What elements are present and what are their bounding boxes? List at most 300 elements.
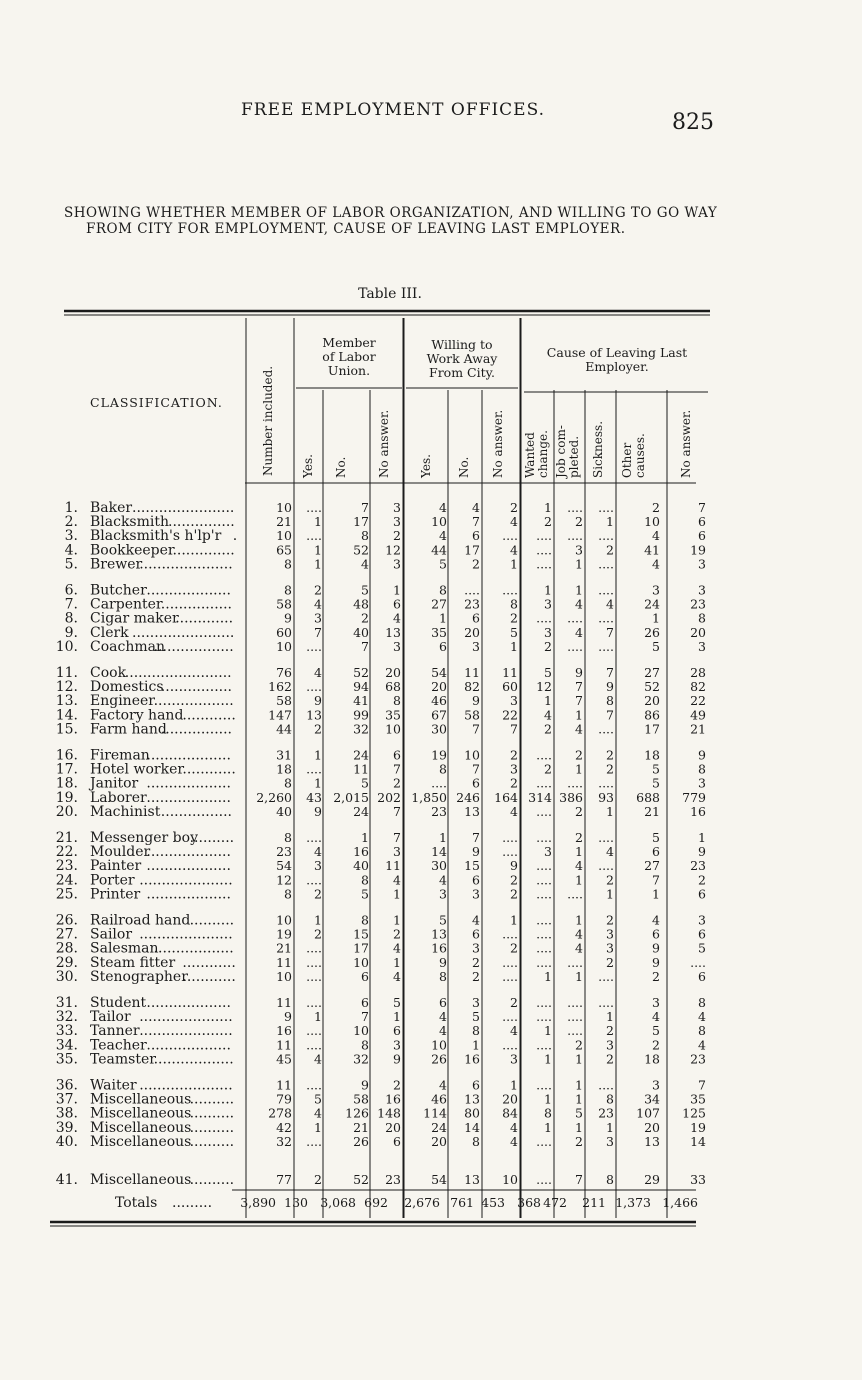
table-cell: 28: [690, 665, 706, 680]
table-cell: 3: [393, 514, 401, 530]
table-cell: 12: [385, 542, 401, 558]
table-cell: 19: [276, 926, 292, 942]
leader-dots: ...................: [146, 789, 231, 806]
row-classification: Tanner: [90, 1023, 140, 1040]
table-cell: 6: [652, 844, 660, 860]
table-cell: 1: [510, 638, 518, 654]
table-cell: 46: [431, 1091, 447, 1107]
table-cell: 14: [464, 1119, 480, 1135]
table-cell: 7: [575, 1172, 583, 1187]
table-cell: ....: [306, 940, 322, 956]
table-cell: 9: [698, 844, 706, 860]
table-cell: 8: [472, 1023, 480, 1039]
table-cell: 22: [690, 693, 706, 709]
leader-dots: .......................: [132, 624, 235, 641]
table-cell: 21: [276, 940, 292, 956]
table-cell: 2: [472, 556, 480, 572]
table-cell: 10: [464, 747, 480, 763]
table-cell: 8: [510, 596, 518, 612]
table-cell: ....: [306, 968, 322, 984]
table-cell: 1: [472, 1037, 480, 1053]
table-cell: 7: [393, 830, 401, 845]
table-cell: 58: [276, 693, 292, 709]
table-cell: 2: [575, 1037, 583, 1053]
table-cell: 2: [314, 886, 322, 902]
table-cell: 1: [544, 693, 552, 709]
table-cell: 9: [284, 1009, 292, 1025]
leader-dots: ................: [160, 803, 233, 820]
table-cell: ....: [536, 1009, 552, 1025]
table-cell: 1: [314, 514, 322, 530]
table-cell: 20: [385, 665, 401, 680]
table-cell: 8: [606, 1091, 614, 1107]
leader-dots: ...................: [146, 886, 231, 903]
table-cell: 35: [385, 707, 401, 723]
column-header: No answer.: [491, 409, 505, 478]
table-cell: 2: [606, 912, 614, 928]
totals-label: Totals: [115, 1195, 158, 1211]
table-cell: 58: [276, 596, 292, 612]
table-cell: 6: [698, 968, 706, 984]
table-cell: ....: [306, 872, 322, 888]
table-cell: 11: [353, 761, 369, 777]
table-cell: 6: [472, 528, 480, 544]
table-cell: 20: [431, 1133, 447, 1149]
table-cell: 8: [439, 761, 447, 777]
table-cell: 58: [464, 707, 480, 723]
table-cell: 13: [644, 1133, 660, 1149]
table-cell: ....: [536, 830, 552, 845]
table-cell: 2,260: [256, 789, 292, 805]
table-cell: ....: [536, 872, 552, 888]
table-cell: 24: [353, 747, 369, 763]
table-cell: 2: [393, 528, 401, 544]
table-cell: 3: [606, 1133, 614, 1149]
row-number: 5.: [64, 556, 78, 573]
table-cell: ....: [502, 954, 518, 970]
row-number: 30.: [55, 968, 78, 985]
row-number: 10.: [55, 638, 78, 655]
table-cell: 6: [698, 514, 706, 530]
table-cell: 4: [510, 542, 518, 558]
table-cell: 1: [606, 514, 614, 530]
table-cell: 1: [361, 830, 369, 845]
table-cell: 20: [644, 1119, 660, 1135]
table-cell: 13: [385, 624, 401, 640]
table-cell: 4: [575, 721, 583, 737]
table-cell: 15: [353, 926, 369, 942]
table-cell: 3: [544, 624, 552, 640]
table-cell: 4: [698, 1009, 706, 1025]
table-cell: 18: [644, 747, 660, 763]
table-cell: ....: [306, 761, 322, 777]
table-cell: 5: [652, 775, 660, 791]
table-cell: 11: [385, 858, 401, 874]
leader-dots: .....................: [139, 1023, 233, 1040]
row-number: 3.: [64, 528, 78, 545]
table-cell: 7: [314, 624, 322, 640]
table-cell: 1: [393, 1009, 401, 1025]
table-cell: 4: [510, 803, 518, 819]
table-cell: ....: [431, 775, 447, 791]
table-cell: 5: [439, 556, 447, 572]
table-cell: ....: [536, 528, 552, 544]
table-cell: 126: [345, 1105, 369, 1121]
column-header: No answer.: [679, 409, 693, 478]
table-cell: 4: [510, 1133, 518, 1149]
table-cell: 19: [690, 1119, 706, 1135]
table-cell: 4: [439, 1009, 447, 1025]
table-cell: ....: [502, 1037, 518, 1053]
table-cell: 10: [276, 638, 292, 654]
table-cell: 9: [510, 858, 518, 874]
table-cell: 8: [284, 886, 292, 902]
row-classification: Railroad hand: [90, 912, 191, 929]
table-cell: ....: [598, 500, 614, 515]
row-classification: Cook: [90, 665, 127, 681]
table-cell: ....: [567, 1023, 583, 1039]
table-cell: 13: [464, 1091, 480, 1107]
table-cell: 26: [644, 624, 660, 640]
table-cell: ....: [502, 582, 518, 598]
row-classification: Bookkeeper: [90, 542, 175, 559]
table-cell: 3: [606, 940, 614, 956]
table-cell: 20: [502, 1091, 518, 1107]
table-cell: 20: [464, 624, 480, 640]
row-classification: Carpenter: [90, 596, 163, 613]
table-cell: 48: [353, 596, 369, 612]
table-cell: 1: [393, 912, 401, 928]
table-cell: 58: [353, 1091, 369, 1107]
totals-cell: 130: [284, 1195, 308, 1210]
table-cell: ....: [567, 775, 583, 791]
table-cell: 3: [472, 940, 480, 956]
row-number: 39.: [55, 1119, 78, 1136]
table-cell: 4: [439, 1023, 447, 1039]
table-cell: 27: [644, 665, 660, 680]
table-cell: ....: [536, 954, 552, 970]
table-cell: 20: [690, 624, 706, 640]
table-cell: 32: [353, 1051, 369, 1067]
table-cell: 4: [575, 926, 583, 942]
table-cell: 2: [510, 940, 518, 956]
table-cell: 82: [464, 679, 480, 695]
table-cell: 16: [431, 940, 447, 956]
table-cell: 3: [544, 596, 552, 612]
table-cell: 2: [652, 968, 660, 984]
table-cell: 26: [431, 1051, 447, 1067]
table-cell: 2: [314, 926, 322, 942]
table-cell: 8: [698, 761, 706, 777]
table-cell: 1: [575, 556, 583, 572]
table-cell: 1: [575, 1091, 583, 1107]
table-cell: 54: [276, 858, 292, 874]
table-cell: 1: [510, 1077, 518, 1093]
table-cell: 4: [575, 624, 583, 640]
table-cell: 99: [353, 707, 369, 723]
row-number: 26.: [55, 912, 78, 929]
table-cell: 1: [393, 886, 401, 902]
table-cell: 4: [575, 596, 583, 612]
table-cell: 5: [393, 995, 401, 1010]
table-cell: 1: [606, 1009, 614, 1025]
table-cell: ....: [567, 1009, 583, 1025]
table-cell: 5: [575, 1105, 583, 1121]
table-cell: ....: [536, 747, 552, 763]
leader-dots: ..................: [153, 1051, 234, 1068]
table-cell: 2: [698, 872, 706, 888]
table-cell: 10: [276, 528, 292, 544]
row-classification: Teacher: [90, 1037, 147, 1054]
table-cell: 3: [698, 582, 706, 598]
table-cell: ....: [598, 721, 614, 737]
table-cell: 7: [472, 830, 480, 845]
table-cell: 1: [314, 556, 322, 572]
table-cell: 27: [644, 858, 660, 874]
table-cell: 21: [690, 721, 706, 737]
table-cell: 17: [644, 721, 660, 737]
row-classification: Miscellaneous: [90, 1119, 192, 1136]
table-cell: 7: [472, 514, 480, 530]
row-classification: Steam fitter: [90, 954, 176, 971]
table-cell: ....: [502, 968, 518, 984]
table-cell: 4: [510, 1023, 518, 1039]
row-classification: Cigar maker: [90, 610, 179, 627]
table-cell: 1: [544, 1051, 552, 1067]
table-cell: 2: [544, 761, 552, 777]
row-number: 4.: [64, 542, 78, 559]
table-cell: 20: [385, 1119, 401, 1135]
leader-dots: ............: [182, 968, 236, 985]
table-cell: 2: [606, 1051, 614, 1067]
row-number: 17.: [55, 761, 78, 778]
row-classification: Machinist: [90, 803, 161, 820]
table-cell: 9: [698, 747, 706, 763]
table-cell: 3: [652, 1077, 660, 1093]
table-cell: 94: [353, 679, 369, 695]
column-header: No.: [457, 456, 471, 478]
table-cell: 4: [314, 1051, 322, 1067]
table-cell: 5: [544, 665, 552, 680]
table-cell: 7: [575, 679, 583, 695]
table-cell: 23: [690, 858, 706, 874]
table-cell: 1: [314, 1119, 322, 1135]
table-cell: 14: [690, 1133, 706, 1149]
row-number: 36.: [55, 1077, 78, 1094]
table-cell: ....: [306, 995, 322, 1010]
row-classification: Stenographer: [90, 968, 188, 985]
table-cell: 4: [393, 610, 401, 626]
table-cell: 3: [510, 761, 518, 777]
table-cell: ....: [306, 679, 322, 695]
table-cell: ....: [502, 926, 518, 942]
table-cell: 44: [431, 542, 447, 558]
table-cell: 8: [439, 968, 447, 984]
table-cell: 6: [361, 995, 369, 1010]
table-cell: 3: [472, 638, 480, 654]
number-included-header: Number included.: [261, 365, 275, 476]
table-cell: 1,850: [411, 789, 447, 805]
union-group-header: of Labor: [322, 349, 376, 364]
table-cell: 3: [393, 1037, 401, 1053]
table-cell: 1: [544, 582, 552, 598]
column-header: Sickness.: [591, 420, 605, 478]
table-cell: 8: [393, 693, 401, 709]
table-cell: 11: [276, 954, 292, 970]
leader-dots: ..........: [189, 830, 235, 846]
table-cell: 8: [698, 1023, 706, 1039]
table-cell: 1: [393, 954, 401, 970]
table-cell: ....: [536, 610, 552, 626]
willing-group-header: Willing to: [431, 337, 493, 352]
table-cell: 3: [510, 1051, 518, 1067]
table-cell: 7: [393, 803, 401, 819]
table-cell: ....: [690, 954, 706, 970]
row-classification: Factory hand: [90, 707, 184, 724]
row-number: 7.: [64, 596, 78, 613]
table-cell: 3: [606, 1037, 614, 1053]
table-cell: ....: [306, 830, 322, 845]
table-cell: 13: [464, 1172, 480, 1187]
table-cell: 2: [606, 954, 614, 970]
table-cell: 65: [276, 542, 292, 558]
table-cell: 7: [652, 872, 660, 888]
table-cell: 1: [393, 582, 401, 598]
table-cell: 4: [314, 844, 322, 860]
table-cell: ....: [567, 638, 583, 654]
row-classification: Blacksmith: [90, 514, 170, 531]
row-number: 25.: [55, 886, 78, 903]
row-classification: Baker: [90, 500, 133, 516]
table-cell: 41: [353, 693, 369, 709]
table-cell: 11: [502, 665, 518, 680]
table-cell: 9: [472, 693, 480, 709]
table-cell: 40: [353, 624, 369, 640]
table-cell: 5: [361, 886, 369, 902]
leader-dots: ..........: [189, 1119, 235, 1136]
table-cell: 114: [423, 1105, 447, 1121]
table-cell: 80: [464, 1105, 480, 1121]
table-cell: ....: [598, 638, 614, 654]
table-cell: ....: [567, 610, 583, 626]
table-cell: 67: [431, 707, 447, 723]
row-number: 2.: [64, 514, 78, 531]
table-cell: 2: [314, 721, 322, 737]
table-cell: 4: [314, 665, 322, 680]
table-cell: 8: [361, 528, 369, 544]
table-cell: 30: [431, 721, 447, 737]
leader-dots: ...................: [146, 858, 231, 875]
table-cell: 24: [644, 596, 660, 612]
classification-header: CLASSIFICATION.: [90, 395, 223, 410]
table-cell: 10: [276, 912, 292, 928]
table-cell: 2: [361, 610, 369, 626]
table-cell: ....: [536, 1133, 552, 1149]
leader-dots: ...................: [146, 775, 231, 792]
running-head: FREE EMPLOYMENT OFFICES.: [240, 100, 546, 120]
table-cell: 7: [606, 707, 614, 723]
row-number: 23.: [55, 858, 78, 875]
table-cell: 29: [644, 1172, 660, 1187]
table-cell: 1: [510, 556, 518, 572]
table-cell: 2: [575, 803, 583, 819]
table-cell: 1: [575, 707, 583, 723]
table-cell: 43: [306, 789, 322, 805]
table-cell: 9: [606, 679, 614, 695]
table-cell: 1: [606, 803, 614, 819]
table-cell: ....: [598, 830, 614, 845]
willing-group-header: Work Away: [426, 351, 498, 366]
table-cell: 44: [276, 721, 292, 737]
table-cell: 2: [510, 886, 518, 902]
table-cell: 4: [393, 968, 401, 984]
table-cell: 1: [575, 872, 583, 888]
table-cell: 6: [472, 775, 480, 791]
row-classification: Fireman: [90, 747, 150, 764]
table-cell: 18: [276, 761, 292, 777]
table-cell: 5: [361, 582, 369, 598]
table-cell: 10: [353, 1023, 369, 1039]
leader-dots: ..........: [189, 1133, 235, 1150]
row-number: 13.: [55, 693, 78, 710]
table-cell: 4: [575, 858, 583, 874]
table-cell: 19: [690, 542, 706, 558]
row-number: 33.: [55, 1023, 78, 1040]
table-cell: 3: [393, 638, 401, 654]
table-cell: 1: [575, 582, 583, 598]
table-cell: 4: [472, 912, 480, 928]
row-classification: Miscellaneous: [90, 1091, 192, 1108]
table-cell: 60: [276, 624, 292, 640]
row-number: 37.: [55, 1091, 78, 1108]
column-header: Job com-: [554, 425, 568, 478]
leader-dots: .............: [175, 610, 234, 627]
table-cell: 4: [652, 912, 660, 928]
table-cell: 6: [439, 995, 447, 1010]
table-cell: 6: [698, 886, 706, 902]
table-cell: 4: [652, 528, 660, 544]
leader-dots: ...................: [146, 844, 231, 861]
table-cell: ....: [502, 844, 518, 860]
table-cell: ....: [536, 926, 552, 942]
table-cell: 4: [606, 596, 614, 612]
table-cell: 52: [353, 542, 369, 558]
table-cell: 16: [464, 1051, 480, 1067]
leader-dots: ...................: [146, 1037, 231, 1054]
table-cell: 3: [544, 844, 552, 860]
table-cell: 2: [575, 1133, 583, 1149]
leader-dots: .........: [172, 1195, 213, 1211]
table-cell: 9: [652, 954, 660, 970]
table-cell: 16: [690, 803, 706, 819]
table-cell: 30: [431, 858, 447, 874]
table-cell: 6: [393, 596, 401, 612]
table-cell: 3: [698, 912, 706, 928]
table-cell: 7: [472, 761, 480, 777]
table-cell: 1: [314, 747, 322, 763]
table-cell: 314: [528, 789, 552, 805]
table-cell: 35: [690, 1091, 706, 1107]
table-cell: 1: [314, 542, 322, 558]
leader-dots: .......................: [132, 500, 235, 516]
row-number: 21.: [55, 830, 78, 846]
row-number: 24.: [55, 872, 78, 889]
column-header: change.: [536, 430, 550, 478]
table-cell: 11: [276, 1037, 292, 1053]
table-cell: ....: [464, 582, 480, 598]
row-number: 28.: [55, 940, 78, 957]
row-classification: Tailor: [90, 1009, 131, 1026]
